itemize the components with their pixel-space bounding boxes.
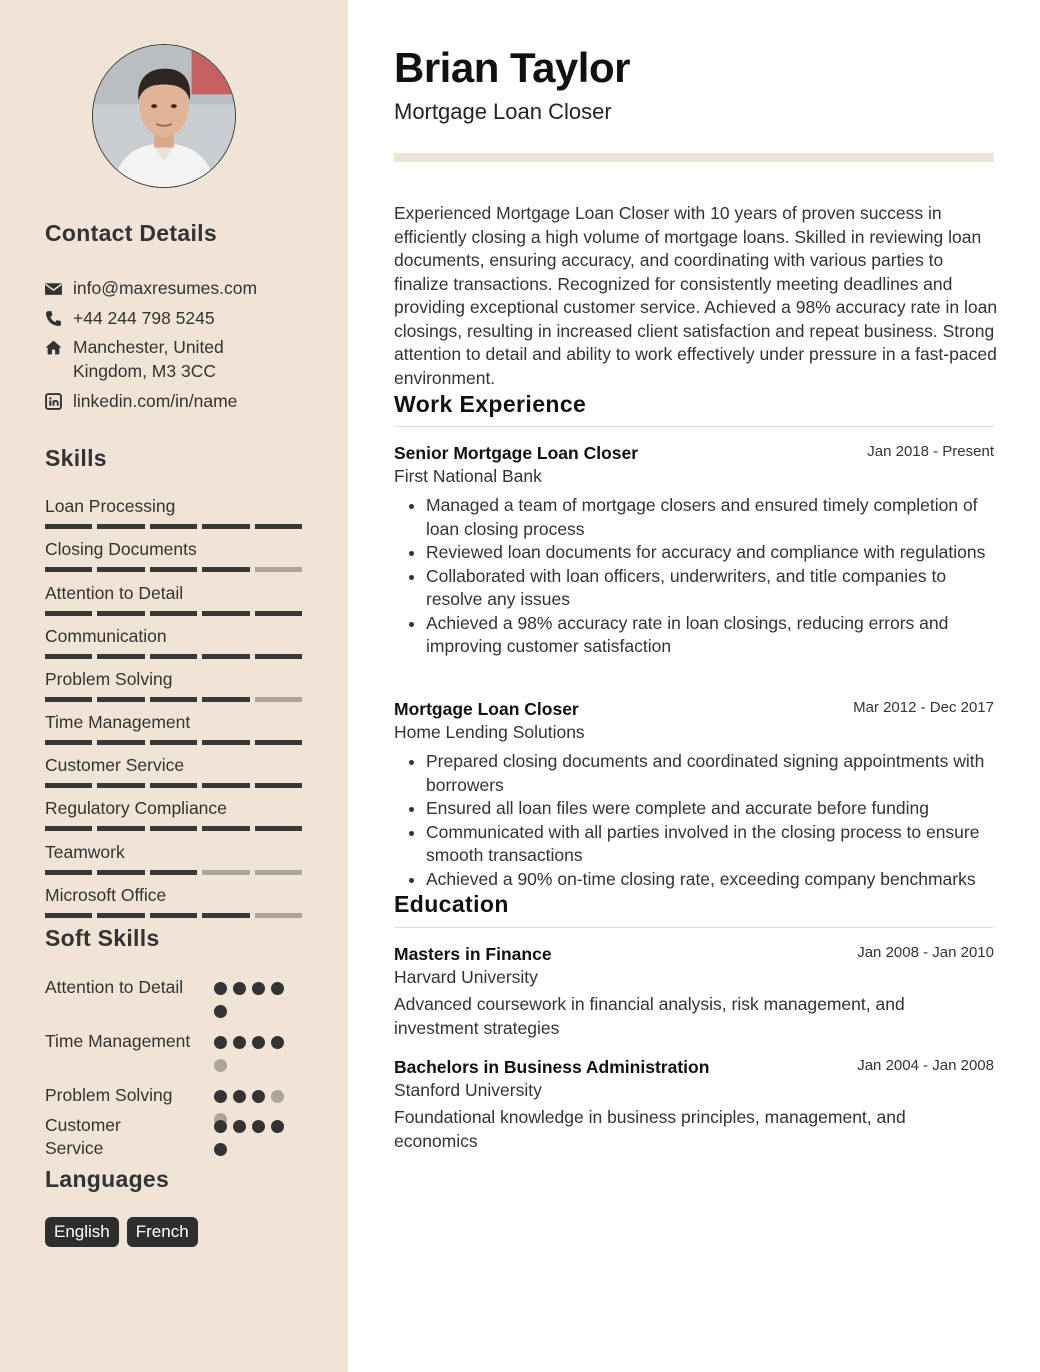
candidate-name: Brian Taylor (394, 44, 630, 91)
skill-bar-segment (202, 611, 249, 616)
skill-item (45, 754, 302, 788)
job-bullets (426, 750, 996, 891)
linkedin-icon (45, 389, 73, 413)
phone-text[interactable]: +44 244 798 5245 (73, 308, 215, 328)
soft-skill-dot (233, 1120, 246, 1133)
soft-skill-dot (214, 1059, 227, 1072)
skill-bar-segment (150, 567, 197, 572)
job-bullets (426, 494, 996, 659)
soft-skill-dot (214, 1036, 227, 1049)
skill-bar-segment (45, 913, 92, 918)
skill-bar-segment (150, 870, 197, 875)
skill-bar-segment (150, 913, 197, 918)
skill-rating (45, 567, 302, 572)
job-company: First National Bank (394, 466, 542, 486)
skill-bar-segment (97, 826, 144, 831)
skill-item (45, 625, 302, 659)
sidebar (0, 0, 348, 1372)
soft-skill-dot (214, 1005, 227, 1018)
soft-skill-dot (271, 982, 284, 995)
skill-bar-segment (97, 913, 144, 918)
soft-skill-dot (252, 1090, 265, 1103)
school-name: Harvard University (394, 967, 538, 987)
skill-bar-segment (45, 783, 92, 788)
avatar (92, 44, 236, 188)
soft-skill-dot (214, 1120, 227, 1133)
language-badge: French (127, 1217, 198, 1247)
phone-icon (45, 306, 73, 330)
contact-linkedin (45, 389, 237, 413)
skill-item (45, 841, 302, 875)
soft-skill-dot (252, 1120, 265, 1133)
skill-rating (45, 826, 302, 831)
skill-rating (45, 611, 302, 616)
skill-label: Communication (45, 626, 167, 646)
job-position: Mortgage Loan Closer (394, 699, 579, 719)
skill-rating (45, 870, 302, 875)
skill-rating (45, 524, 302, 529)
soft-skill-dot (214, 1090, 227, 1103)
skill-bar-segment (45, 740, 92, 745)
skill-label: Regulatory Compliance (45, 798, 227, 818)
work-divider (394, 426, 994, 427)
skill-bar-segment (202, 870, 249, 875)
skill-bar-segment (45, 611, 92, 616)
skill-label: Time Management (45, 712, 191, 732)
skill-bar-segment (202, 567, 249, 572)
education-entry (394, 1056, 994, 1153)
address-line-1: Manchester, United (73, 337, 224, 357)
skill-bar-segment (97, 697, 144, 702)
skill-rating (45, 740, 302, 745)
job-bullet: • Collaborated with loan officers, underwriters, and title companies to resolve any issues (426, 565, 996, 612)
contact-email (45, 276, 257, 300)
skill-bar-segment (202, 740, 249, 745)
job-bullet: • Achieved a 98% accuracy rate in loan closings, reducing errors and improving customer satisfaction (426, 612, 996, 659)
email-text[interactable]: info@maxresumes.com (73, 278, 258, 298)
language-list (45, 1217, 198, 1247)
soft-skill-dot (252, 982, 265, 995)
soft-skill-label: Customer Service (45, 1115, 121, 1158)
job-bullet: • Managed a team of mortgage closers and ensured timely completion of loan closing process (426, 494, 996, 541)
skill-bar-segment (255, 611, 302, 616)
work-entry (394, 698, 994, 891)
skill-label: Teamwork (45, 842, 125, 862)
skill-bar-segment (255, 913, 302, 918)
education-description: Foundational knowledge in business principles, management, and economics (394, 1107, 906, 1151)
soft-skill-dot (214, 982, 227, 995)
skill-bar-segment (97, 870, 144, 875)
skill-bar-segment (202, 826, 249, 831)
skill-label: Closing Documents (45, 539, 197, 559)
skill-bar-segment (255, 870, 302, 875)
job-bullet: • Achieved a 90% on-time closing rate, exceeding company benchmarks (426, 868, 996, 892)
main-content (348, 0, 1040, 1372)
skill-bar-segment (150, 654, 197, 659)
skill-item (45, 495, 302, 529)
education-heading: Education (394, 891, 509, 917)
skill-item (45, 668, 302, 702)
skill-bar-segment (97, 740, 144, 745)
skill-item (45, 711, 302, 745)
contact-heading: Contact Details (45, 220, 217, 246)
skill-bar-segment (97, 611, 144, 616)
skill-label: Attention to Detail (45, 583, 184, 603)
skill-bar-segment (45, 654, 92, 659)
skill-rating (45, 913, 302, 918)
soft-skill-rating (214, 1036, 294, 1072)
job-bullet: • Reviewed loan documents for accuracy and compliance with regulations (426, 541, 996, 565)
skill-label: Problem Solving (45, 669, 173, 689)
skill-rating (45, 783, 302, 788)
skill-bar-segment (255, 740, 302, 745)
languages-heading: Languages (45, 1166, 170, 1192)
soft-skill-label: Attention to Detail (45, 977, 184, 997)
soft-skill-label: Time Management (45, 1031, 191, 1051)
home-icon (45, 335, 73, 359)
address-line-2: Kingdom, M3 3CC (73, 361, 216, 381)
soft-skill-dot (233, 1090, 246, 1103)
soft-skill-dot (252, 1036, 265, 1049)
job-bullet: • Ensured all loan files were complete and accurate before funding (426, 797, 996, 821)
education-dates: Jan 2008 - Jan 2010 (857, 944, 994, 961)
soft-skill-rating (214, 982, 294, 1018)
skill-item (45, 884, 302, 918)
skill-bar-segment (45, 697, 92, 702)
soft-skill-dot (214, 1143, 227, 1156)
job-position: Senior Mortgage Loan Closer (394, 443, 639, 463)
skill-bar-segment (202, 783, 249, 788)
skill-item (45, 582, 302, 616)
candidate-title: Mortgage Loan Closer (394, 99, 612, 124)
skill-item (45, 538, 302, 572)
skill-bar-segment (97, 783, 144, 788)
soft-skill-rating (214, 1120, 294, 1156)
soft-skill-label: Problem Solving (45, 1085, 173, 1105)
address-text (73, 335, 224, 383)
skill-bar-segment (150, 740, 197, 745)
skill-rating (45, 697, 302, 702)
soft-skill-dot (271, 1090, 284, 1103)
envelope-icon (45, 276, 73, 300)
soft-skill-dot (233, 1036, 246, 1049)
skill-bar-segment (202, 524, 249, 529)
skill-label: Microsoft Office (45, 885, 167, 905)
skill-label: Loan Processing (45, 496, 176, 516)
degree-title: Bachelors in Business Administration (394, 1057, 710, 1077)
job-company: Home Lending Solutions (394, 722, 585, 742)
skill-bar-segment (45, 870, 92, 875)
job-bullet: • Prepared closing documents and coordinated signing appointments with borrowers (426, 750, 996, 797)
skill-bar-segment (202, 654, 249, 659)
skill-item (45, 797, 302, 831)
school-name: Stanford University (394, 1080, 542, 1100)
skill-bar-segment (255, 567, 302, 572)
skill-bar-segment (202, 913, 249, 918)
job-dates: Jan 2018 - Present (867, 443, 994, 460)
profile-summary: Experienced Mortgage Loan Closer with 10 years of proven success in efficiently closing a high volume of mortgage loans. Skilled in reviewing loan documents, ensuring accuracy, and coordinating with various parties to finalize transactions. Recognized for consistently meeting deadlines and providing exceptional customer service. Achieved a 98% accuracy rate in loan closings, resulting in increased client satisfaction and repeat business. Strong attention to detail and ability to work effectively under pressure in a fast-paced environment. (394, 203, 998, 388)
skill-bar-segment (150, 611, 197, 616)
skill-bar-segment (255, 524, 302, 529)
education-entry (394, 943, 994, 1040)
skill-bar-segment (45, 567, 92, 572)
soft-skills-heading: Soft Skills (45, 925, 160, 951)
soft-skill-dot (233, 982, 246, 995)
profile-photo (93, 45, 235, 187)
skill-bar-segment (150, 783, 197, 788)
skill-bar-segment (150, 826, 197, 831)
skill-label: Customer Service (45, 755, 185, 775)
skill-bar-segment (150, 697, 197, 702)
skill-bar-segment (255, 783, 302, 788)
skill-rating (45, 654, 302, 659)
degree-title: Masters in Finance (394, 944, 552, 964)
education-divider (394, 927, 994, 928)
skill-bar-segment (150, 524, 197, 529)
work-entry (394, 442, 994, 659)
skill-bar-segment (202, 697, 249, 702)
skill-bar-segment (255, 654, 302, 659)
skill-bar-segment (255, 697, 302, 702)
header-divider (394, 153, 994, 162)
skill-bar-segment (45, 524, 92, 529)
job-dates: Mar 2012 - Dec 2017 (853, 699, 994, 716)
skill-bar-segment (255, 826, 302, 831)
education-description: Advanced coursework in financial analysis, risk management, and investment strategies (394, 994, 905, 1038)
soft-skill-dot (271, 1120, 284, 1133)
skill-bar-segment (97, 567, 144, 572)
work-heading: Work Experience (394, 391, 587, 417)
contact-address (45, 335, 224, 383)
soft-skill-dot (271, 1036, 284, 1049)
skill-bar-segment (45, 826, 92, 831)
education-dates: Jan 2004 - Jan 2008 (857, 1057, 994, 1074)
contact-phone (45, 306, 215, 330)
skills-heading: Skills (45, 445, 107, 471)
skill-bar-segment (97, 654, 144, 659)
job-bullet: • Communicated with all parties involved in the closing process to ensure smooth transactions (426, 821, 996, 868)
language-badge: English (45, 1217, 119, 1247)
linkedin-text[interactable]: linkedin.com/in/name (73, 391, 238, 411)
skill-bar-segment (97, 524, 144, 529)
